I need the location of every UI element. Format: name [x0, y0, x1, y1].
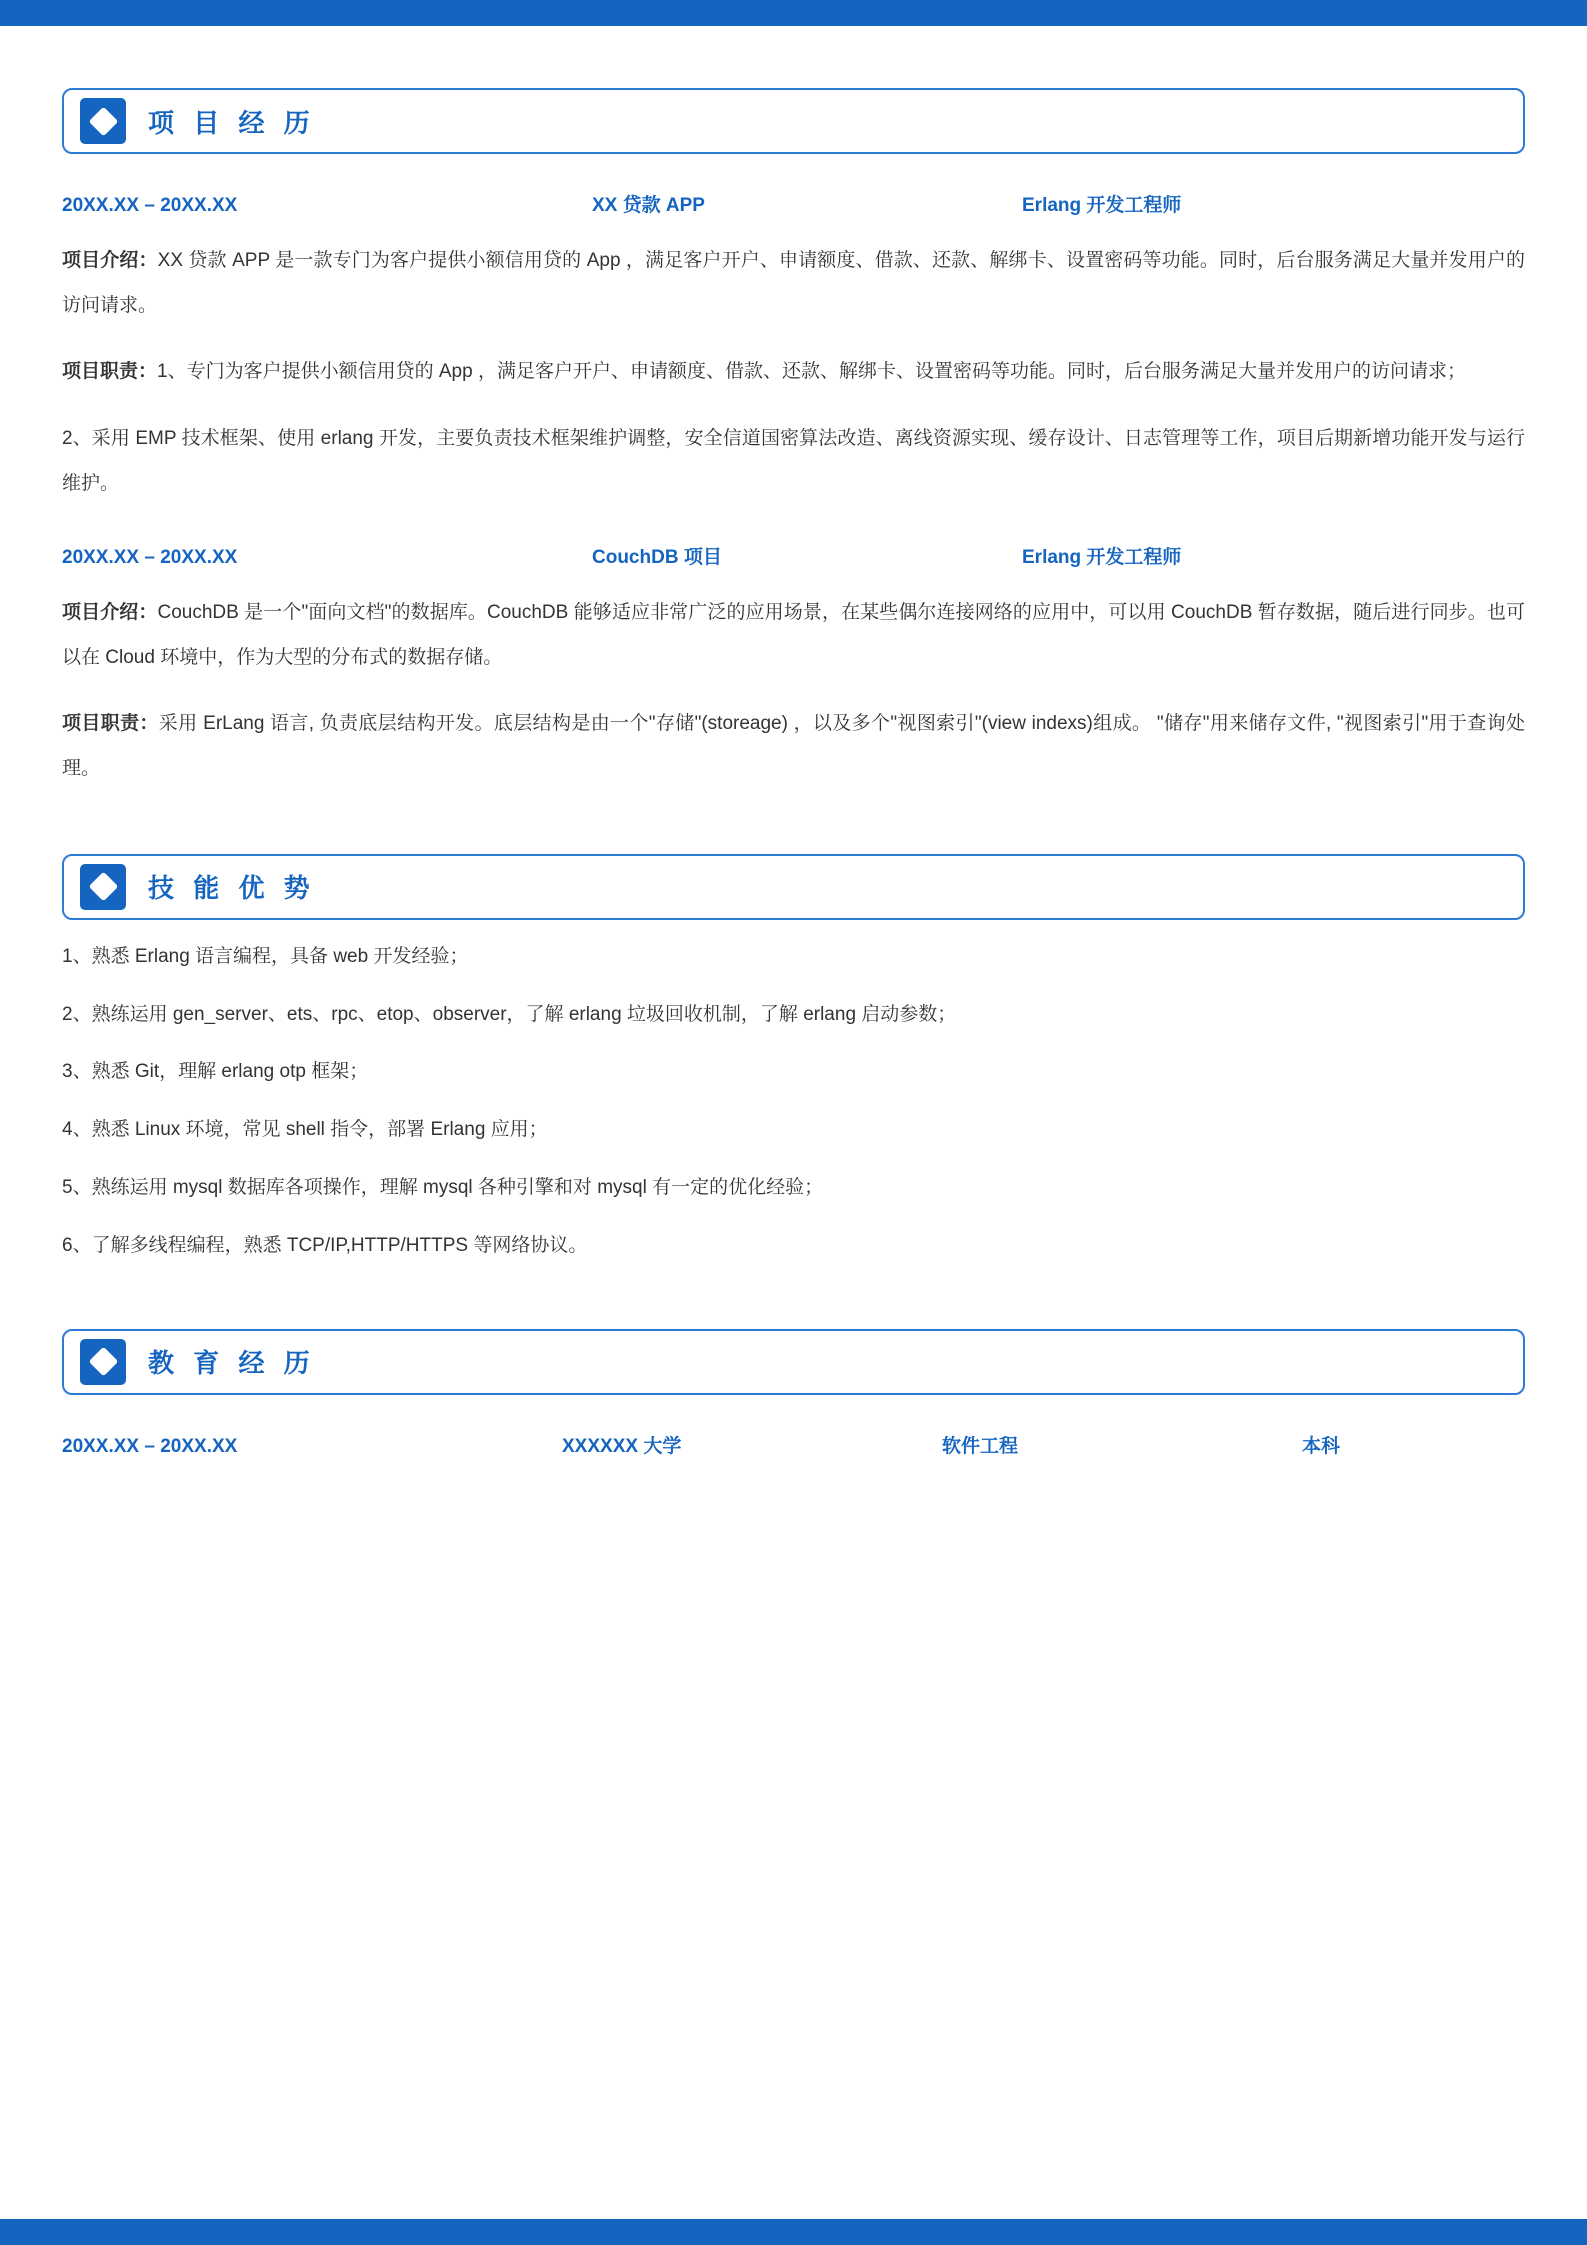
- list-item: 4、熟悉 Linux 环境，常见 shell 指令，部署 Erlang 应用；: [62, 1119, 548, 1141]
- education-school: XXXXXX 大学: [562, 1435, 682, 1457]
- list-item: 3、熟悉 Git，理解 erlang otp 框架；: [62, 1061, 369, 1083]
- diamond-icon: [80, 864, 126, 910]
- education-major: 软件工程: [942, 1435, 1019, 1457]
- section-title-skills: 技 能 优 势: [148, 873, 316, 904]
- resume-content: [0, 88, 1587, 1458]
- bottom-accent-bar: [0, 2219, 1587, 2245]
- project-intro: [62, 591, 1525, 680]
- education-entry-row: [62, 1431, 1525, 1458]
- project-duty: [62, 350, 1525, 395]
- project-duty-text-1: 1、专门为客户提供小额信用贷的 App ，满足客户开户、申请额度、借款、还款、解绑卡、设置密码等功能。同时，后台服务满足大量并发用户的访问请求；: [157, 361, 1466, 383]
- education-degree: 本科: [1302, 1435, 1341, 1457]
- project-duty-text-2: 2、采用 EMP 技术框架、使用 erlang 开发，主要负责技术框架维护调整，安全信道国密算法改造、离线资源实现、缓存设计、日志管理等工作，项目后期新增功能开发与运行维护。: [62, 427, 1525, 494]
- section-title-projects: 项 目 经 历: [148, 107, 316, 138]
- list-item: 2、熟练运用 gen_server、ets、rpc、etop、observer，了解 erlang 垃圾回收机制，了解 erlang 启动参数；: [62, 1003, 957, 1025]
- project-role: Erlang 开发工程师: [1022, 547, 1182, 569]
- top-accent-bar: [0, 0, 1587, 26]
- project-entry-header: [62, 190, 1525, 217]
- project-intro-label: 项目介绍：: [62, 250, 158, 271]
- project-duty-text-1: 采用 ErLang 语言, 负责底层结构开发。底层结构是由一个"存储"(storeage) ，以及多个"视图索引"(view indexs)组成。 "储存"用来储存文件, "视图索引"用于查询处理。: [62, 713, 1525, 780]
- project-duty-label: 项目职责：: [62, 713, 159, 735]
- section-header-projects: [62, 88, 1525, 154]
- section-header-education: [62, 1329, 1525, 1395]
- section-header-skills: [62, 854, 1525, 920]
- list-item: 6、了解多线程编程，熟悉 TCP/IP,HTTP/HTTPS 等网络协议。: [62, 1234, 588, 1256]
- project-intro-text: CouchDB 是一个"面向文档"的数据库。CouchDB 能够适应非常广泛的应用场景，在某些偶尔连接网络的应用中，可以用 CouchDB 暂存数据，随后进行同步。也可以在 Cloud 环境中，作为大型的分布式的数据存储。: [62, 602, 1525, 668]
- project-duty-label: 项目职责：: [62, 361, 158, 383]
- list-item: 1、熟悉 Erlang 语言编程，具备 web 开发经验；: [62, 945, 469, 967]
- project-name: CouchDB 项目: [592, 547, 722, 569]
- list-item: 5、熟练运用 mysql 数据库各项操作，理解 mysql 各种引擎和对 mysql 有一定的优化经验；: [62, 1176, 824, 1198]
- project-name: XX 贷款 APP: [592, 195, 705, 216]
- project-intro-label: 项目介绍：: [62, 602, 158, 624]
- project-date: 20XX.XX – 20XX.XX: [62, 195, 238, 216]
- education-date: 20XX.XX – 20XX.XX: [62, 1435, 238, 1457]
- project-role: Erlang 开发工程师: [1022, 195, 1182, 216]
- section-title-education: 教 育 经 历: [148, 1348, 316, 1379]
- project-duty-2: [62, 417, 1525, 506]
- project-date: 20XX.XX – 20XX.XX: [62, 547, 238, 569]
- project-entry-header: [62, 542, 1525, 569]
- skills-list: [62, 936, 1525, 1267]
- diamond-icon: [80, 1339, 126, 1385]
- project-intro-text: XX 贷款 APP 是一款专门为客户提供小额信用贷的 App ，满足客户开户、申请额度、借款、还款、解绑卡、设置密码等功能。同时，后台服务满足大量并发用户的访问请求。: [62, 250, 1525, 316]
- diamond-icon: [80, 98, 126, 144]
- project-duty: [62, 702, 1525, 791]
- project-intro: [62, 239, 1525, 328]
